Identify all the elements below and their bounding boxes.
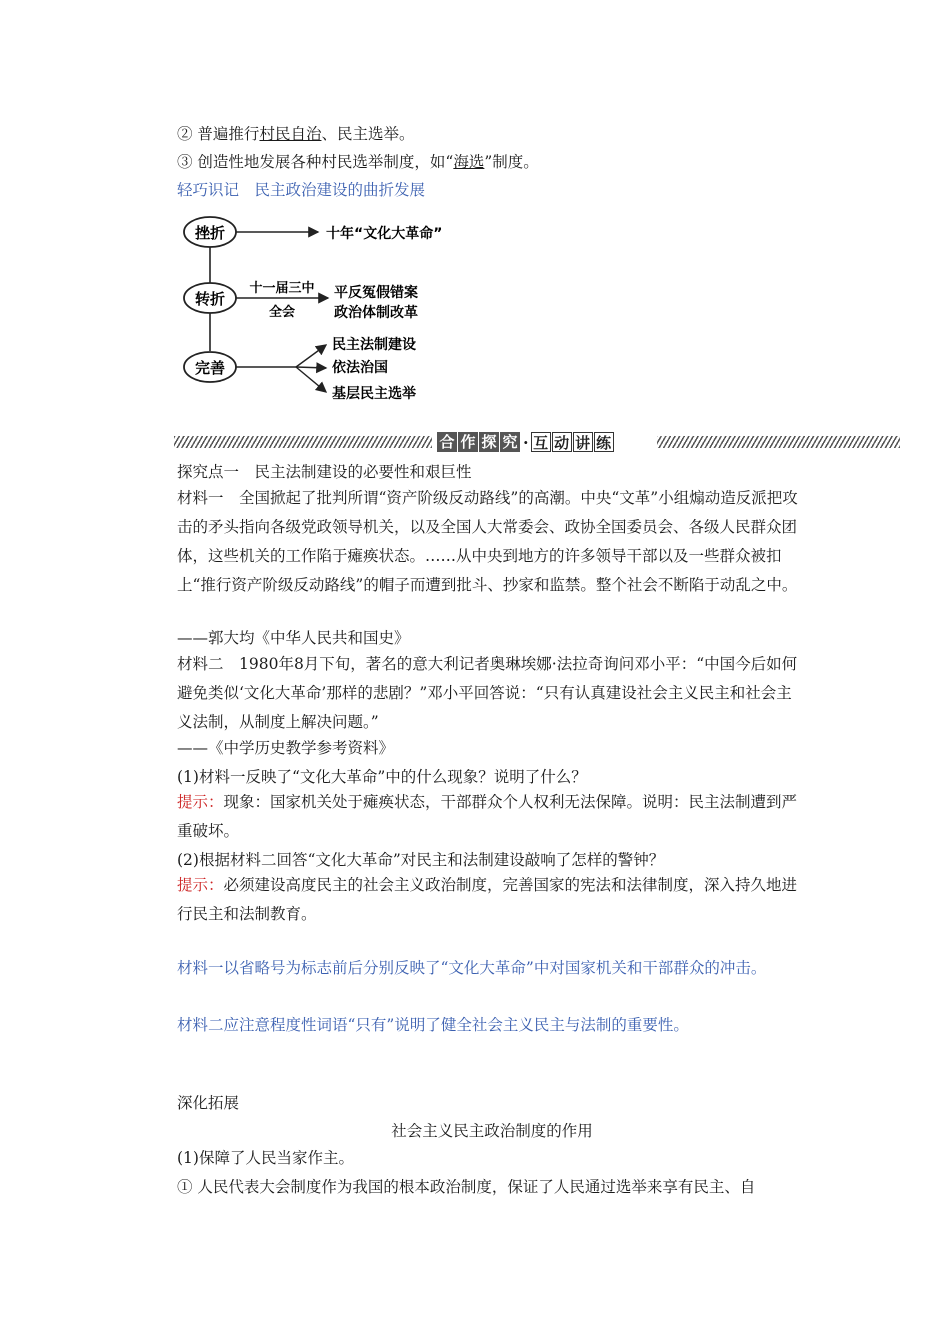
tip-1: 材料一以省略号为标志前后分别反映了“文化大革命”中对国家机关和干部群众的冲击。 <box>177 959 767 977</box>
node-turning-label: 转折 <box>194 290 226 308</box>
arrow-3b <box>296 367 326 368</box>
tip-2: 材料二应注意程度性词语“只有”说明了健全社会主义民主与法制的重要性。 <box>177 1016 689 1034</box>
banner-dot: · <box>523 432 529 452</box>
banner-char: 探 <box>479 432 499 452</box>
material-2 <box>177 650 807 737</box>
banner-char: 合 <box>437 432 457 452</box>
memory-tip-heading: 轻巧识记 民主政治建设的曲折发展 <box>177 181 426 199</box>
banner-hatch-right <box>657 436 900 448</box>
material-2-text: 材料二 1980年8月下旬，著名的意大利记者奥琳埃娜·法拉奇询问邓小平：“中国今后如何避免类似‘文化大革命’那样的悲剧？”邓小平回答说：“只有认真建设社会主义民主和社会主义法制，从制度上解决问题。” <box>177 655 798 731</box>
material-1 <box>177 484 807 600</box>
item3-prefix: ③ 创造性地发展各种村民选举制度，如“ <box>177 153 454 171</box>
source-2: ——《中学历史教学参考资料》 <box>177 739 395 757</box>
answer-2-text: 必须建设高度民主的社会主义政治制度，完善国家的宪法和法律制度，深入持久地进行民主和法制教育。 <box>177 876 798 923</box>
banner-char: 讲 <box>573 432 593 452</box>
item2-prefix: ② 普遍推行 <box>177 125 260 143</box>
banner-char: 互 <box>531 432 551 452</box>
item2-underlined: 村民自治 <box>259 125 322 143</box>
extension-point-1: (1)保障了人民当家作主。 <box>177 1149 354 1167</box>
source-1: ——郭大均《中华人民共和国史》 <box>177 629 410 647</box>
node3-target-3: 基层民主选举 <box>332 386 416 402</box>
section-banner <box>174 430 900 454</box>
arrow2-label-2: 全会 <box>268 305 296 320</box>
banner-char: 作 <box>458 432 478 452</box>
question-1: (1)材料一反映了“文化大革命”中的什么现象？说明了什么？ <box>177 768 587 786</box>
banner-title <box>437 430 615 454</box>
arrow2-label-1: 十一届三中 <box>249 281 315 296</box>
extension-title: 社会主义民主政治制度的作用 <box>391 1122 593 1140</box>
extension-heading: 深化拓展 <box>177 1094 240 1112</box>
hint-label: 提示： <box>177 793 224 811</box>
node-improve-label: 完善 <box>194 359 226 377</box>
node3-target-2: 依法治国 <box>332 360 388 376</box>
banner-char: 究 <box>500 432 520 452</box>
section-heading: 探究点一 民主法制建设的必要性和艰巨性 <box>177 463 472 481</box>
arrow-3a <box>296 345 326 367</box>
node1-target: 十年“文化大革命” <box>326 226 443 242</box>
list-item-3 <box>177 152 539 172</box>
answer-1-text: 现象：国家机关处于瘫痪状态，干部群众个人权利无法保障。说明：民主法制遭到严重破坏。 <box>177 793 798 840</box>
node-setback-label: 挫折 <box>194 224 226 242</box>
banner-hatch-left <box>174 436 432 448</box>
item3-suffix: ”制度。 <box>484 153 539 171</box>
list-item-2 <box>177 124 414 144</box>
node3-target-1: 民主法制建设 <box>332 337 416 353</box>
arrow-3c <box>296 367 326 392</box>
hint-label: 提示： <box>177 876 224 894</box>
extension-point-1-1: ① 人民代表大会制度作为我国的根本政治制度，保证了人民通过选举来享有民主、自 <box>177 1178 756 1196</box>
node2-target-2: 政治体制改革 <box>334 305 418 321</box>
material-1-text: 材料一 全国掀起了批判所谓“资产阶级反动路线”的高潮。中央“文革”小组煽动造反派把攻击的矛头指向各级党政领导机关，以及全国人大常委会、政协全国委员会、各级人民群众团体，这些机关的工作陷于瘫痪状态。……从中央到地方的许多领导干部以及一些群众被扣上“推行资产阶级反动路线”的帽子而遭到批斗、抄家和监禁。整个社会不断陷于动乱之中。 <box>177 489 798 594</box>
answer-1 <box>177 788 807 846</box>
development-diagram <box>170 210 490 410</box>
question-2: (2)根据材料二回答“文化大革命”对民主和法制建设敲响了怎样的警钟？ <box>177 851 665 869</box>
answer-2 <box>177 871 807 929</box>
banner-char: 动 <box>552 432 572 452</box>
banner-char: 练 <box>594 432 614 452</box>
item2-suffix: 、民主选举。 <box>321 125 415 143</box>
node2-target-1: 平反冤假错案 <box>334 285 418 301</box>
item3-underlined: 海选 <box>453 153 485 171</box>
